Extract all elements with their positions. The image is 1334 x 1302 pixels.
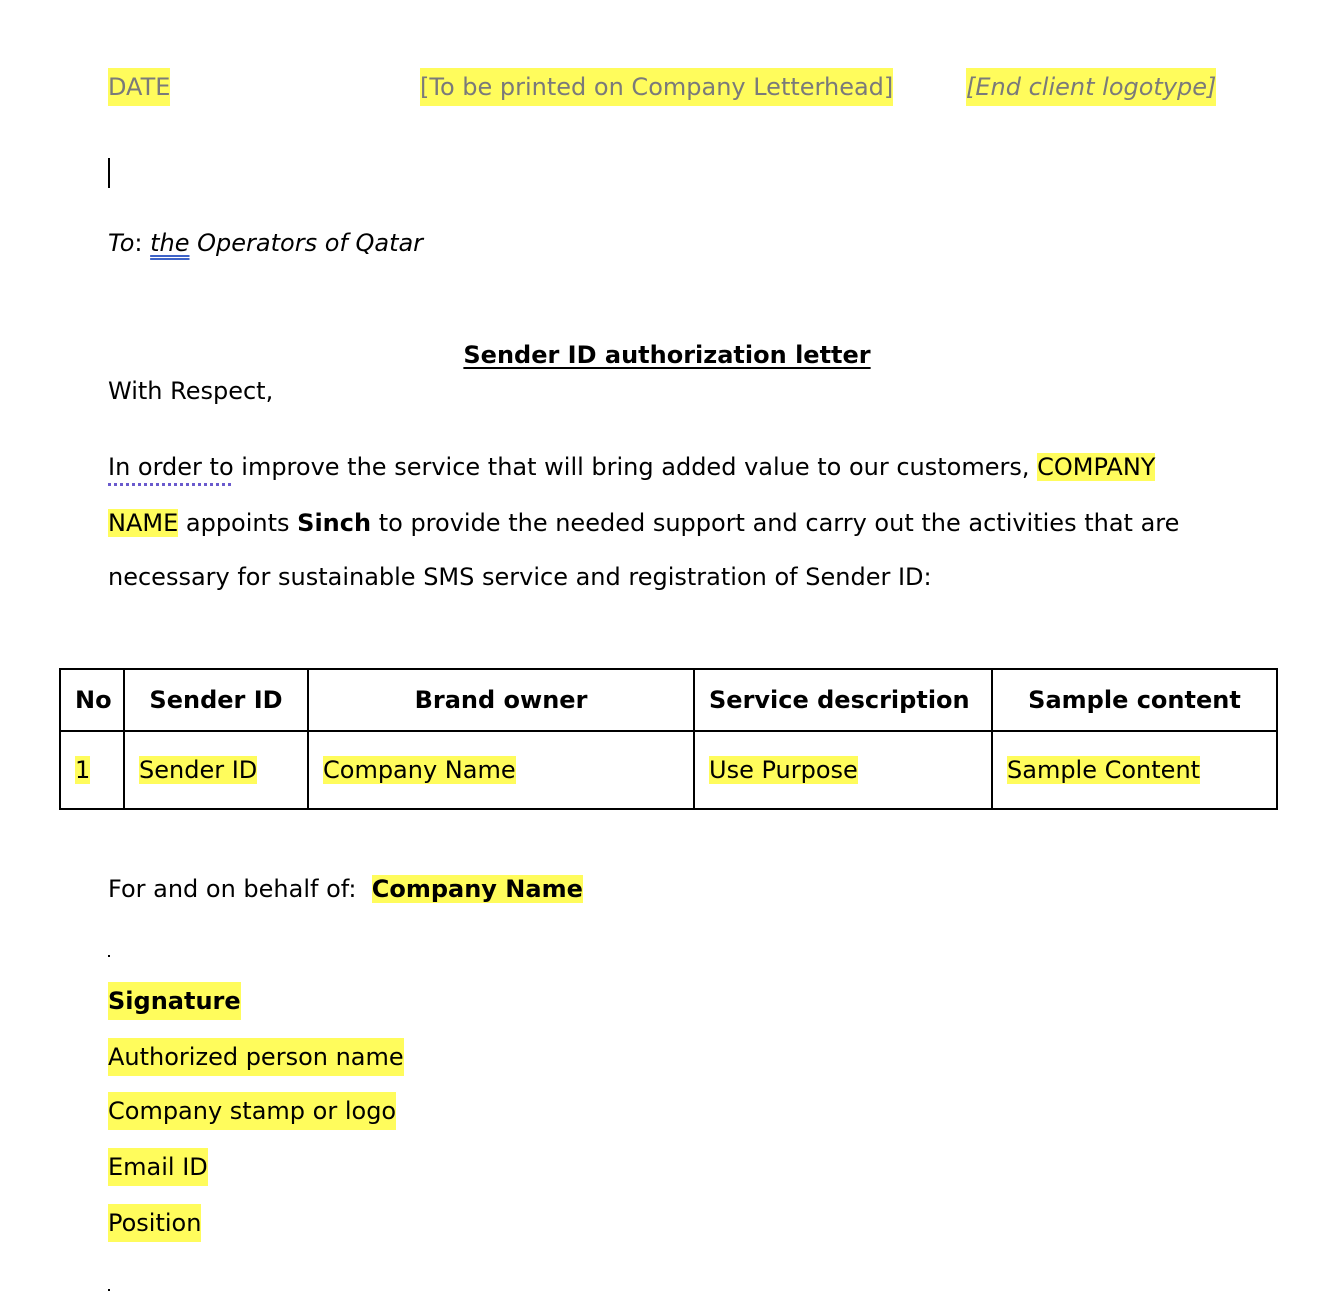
company-name-highlight-1: COMPANY: [1037, 453, 1156, 481]
signature-position: Position: [108, 1204, 201, 1242]
company-name-highlight-2: NAME: [108, 509, 179, 537]
recipient-line: [108, 224, 423, 262]
behalf-company: Company Name: [371, 875, 583, 903]
recipient-colon: :: [134, 229, 143, 257]
body-line-3: necessary for sustainable SMS service and registration of Sender ID:: [108, 563, 932, 591]
header-brand-owner: Brand owner: [308, 669, 694, 731]
date-placeholder: DATE: [108, 68, 170, 106]
table-header-row: [60, 669, 1277, 731]
body-line-2: [108, 504, 1179, 542]
body-text-2a: appoints: [178, 509, 298, 537]
logotype-note: [End client logotype]: [966, 68, 1216, 106]
header-no: No: [60, 669, 124, 731]
signature-title: Signature: [108, 982, 241, 1020]
body-text-1: improve the service that will bring added value to our customers,: [233, 453, 1038, 481]
paragraph-mark: [108, 955, 110, 957]
cell-brand-owner: Company Name: [323, 756, 516, 784]
cell-sender-id: Sender ID: [139, 756, 258, 784]
behalf-line: [108, 870, 583, 908]
sender-id-table: [59, 668, 1278, 810]
letterhead-note: [To be printed on Company Letterhead]: [420, 68, 893, 106]
cell-sample-content: Sample Content: [1007, 756, 1201, 784]
signature-email: Email ID: [108, 1148, 208, 1186]
grammar-flagged-phrase[interactable]: In order to: [108, 453, 234, 481]
paragraph-mark: [108, 1289, 110, 1291]
body-line-1: [108, 448, 1155, 486]
letter-title: Sender ID authorization letter: [463, 341, 871, 369]
signature-stamp: Company stamp or logo: [108, 1092, 396, 1130]
behalf-label: For and on behalf of:: [108, 875, 357, 903]
provider-name: Sinch: [297, 509, 372, 537]
header-service-description: Service description: [694, 669, 992, 731]
recipient-prefix: To: [108, 229, 135, 257]
text-cursor: [108, 158, 110, 188]
greeting: With Respect,: [108, 377, 274, 405]
table-row: [60, 731, 1277, 809]
recipient-rest: Operators of Qatar: [189, 229, 424, 257]
signature-name: Authorized person name: [108, 1038, 404, 1076]
cell-service-description: Use Purpose: [709, 756, 858, 784]
recipient-the-flagged[interactable]: the: [150, 229, 190, 257]
header-sample-content: Sample content: [992, 669, 1277, 731]
header-sender-id: Sender ID: [124, 669, 308, 731]
cell-no: 1: [75, 756, 91, 784]
body-text-2b: to provide the needed support and carry out the activities that are: [371, 509, 1180, 537]
